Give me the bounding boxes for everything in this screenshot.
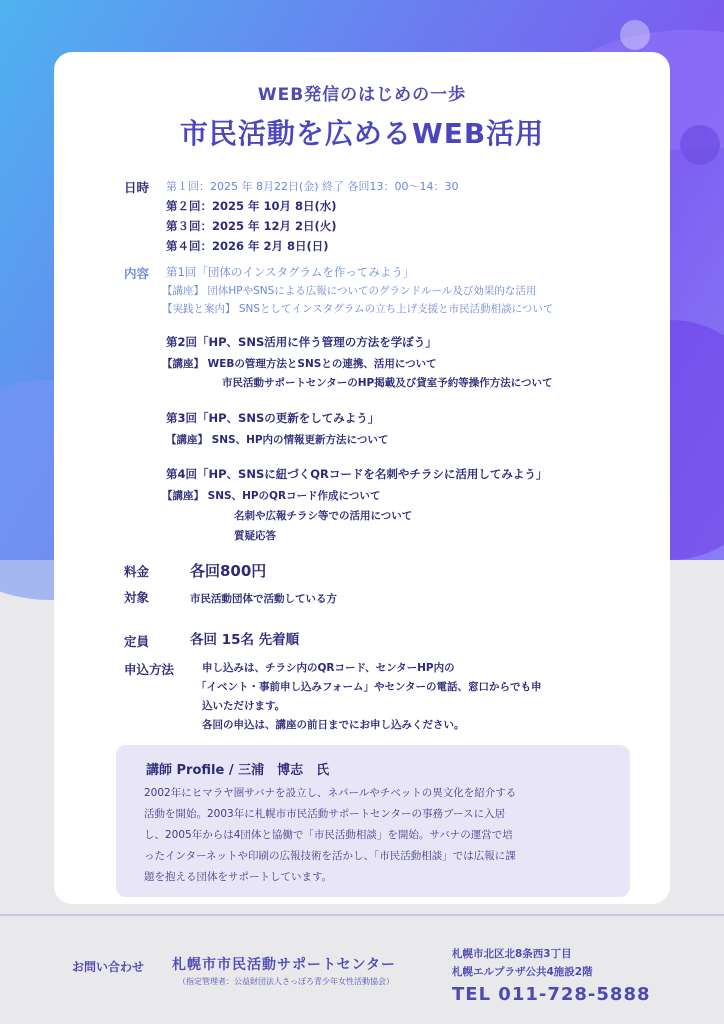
session1-practice: 【実践と案内】 SNSとしてインスタグラムの立ち上げ支援と市民活動相談について <box>162 303 554 315</box>
page-title: 市民活動を広めるWEB活用 <box>179 117 545 150</box>
speaker-profile-box <box>116 745 630 897</box>
session3-lecture: 【講座】 SNS、HP内の情報更新方法について <box>166 434 389 446</box>
session4-lecture-detail: 名刺や広報チラシ等での活用について <box>234 510 413 522</box>
schedule-label: 日時 <box>124 180 150 195</box>
telephone-number[interactable]: TEL 011-728-5888 <box>452 984 651 1005</box>
contact-label: お問い合わせ <box>72 960 145 974</box>
schedule-session-3: 第３回：2025 年 12月 2日(火) <box>166 219 337 233</box>
profile-line: 題を抱える団体をサポートしています。 <box>144 871 333 883</box>
organization-name: 札幌市市民活動サポートセンター <box>172 957 397 973</box>
capacity-label: 定員 <box>124 634 150 649</box>
application-line-2: 「イベント・事前申し込みフォーム」やセンターの電話、窓口からでも申 <box>196 681 542 693</box>
target-label: 対象 <box>124 590 150 605</box>
session1-lecture: 【講座】 団体HPやSNSによる広報についてのグランドルール及び効果的な活用 <box>162 285 537 297</box>
session4-lecture-qa: 質疑応答 <box>234 530 276 542</box>
fee-label: 料金 <box>124 564 150 579</box>
capacity-value: 各回 15名 先着順 <box>190 632 300 648</box>
profile-title: 講師 Profile / 三浦 博志 氏 <box>146 763 330 778</box>
manager-note: （指定管理者：公益財団法人さっぽろ青少年女性活動協会） <box>178 977 394 986</box>
session3-title: 第3回「HP、SNSの更新をしてみよう」 <box>166 411 380 425</box>
session2-lecture: 【講座】 WEBの管理方法とSNSとの連携、活用について <box>162 358 437 370</box>
profile-line: 2002年にヒマラヤ圏サバナを設立し、ネパールやチベットの異文化を紹介する <box>144 787 517 799</box>
fee-value: 各回800円 <box>190 562 267 580</box>
profile-line: 活動を開始。2003年に札幌市市民活動サポートセンターの事務ブースに入居 <box>144 808 506 820</box>
session2-title: 第2回「HP、SNS活用に伴う管理の方法を学ぼう」 <box>166 335 437 349</box>
address-line-1: 札幌市北区北8条西3丁目 <box>452 948 572 960</box>
profile-line: し、2005年からは4団体と協働で「市民活動相談」を開始。サバナの運営で培 <box>144 829 513 841</box>
application-line-3: 込いただけます。 <box>202 700 286 712</box>
schedule-session-1: 第１回：2025 年 8月22日(金) 終了 各回13：00〜14：30 <box>166 180 459 193</box>
schedule-session-4: 第４回：2026 年 2月 8日(日) <box>166 239 329 253</box>
footer-divider <box>0 914 724 916</box>
session2-lecture-detail: 市民活動サポートセンターのHP掲載及び貸室予約等操作方法について <box>222 377 553 389</box>
address-line-2: 札幌エルプラザ公共4施設2階 <box>452 966 593 978</box>
target-value: 市民活動団体で活動している方 <box>190 593 337 605</box>
schedule-session-2: 第２回：2025 年 10月 8日(水) <box>166 199 337 213</box>
application-line-4: 各回の申込は、講座の前日までにお申し込みください。 <box>202 719 465 731</box>
page-subtitle: WEB発信のはじめの一歩 <box>257 85 467 105</box>
session4-lecture: 【講座】 SNS、HPのQRコード作成について <box>162 490 381 502</box>
application-label: 申込方法 <box>124 662 175 677</box>
flyer-card <box>54 52 670 904</box>
session1-title: 第1回「団体のインスタグラムを作ってみよう」 <box>166 265 415 279</box>
content-label: 内容 <box>124 266 150 281</box>
decorative-circle <box>620 20 650 50</box>
session4-title: 第4回「HP、SNSに紐づくQRコードを名刺やチラシに活用してみよう」 <box>166 467 548 481</box>
profile-line: ったインターネットや印刷の広報技術を活かし、「市民活動相談」では広報に課 <box>144 850 516 862</box>
application-line-1: 申し込みは、チラシ内のQRコード、センターHP内の <box>202 662 455 674</box>
decorative-circle <box>680 125 720 165</box>
